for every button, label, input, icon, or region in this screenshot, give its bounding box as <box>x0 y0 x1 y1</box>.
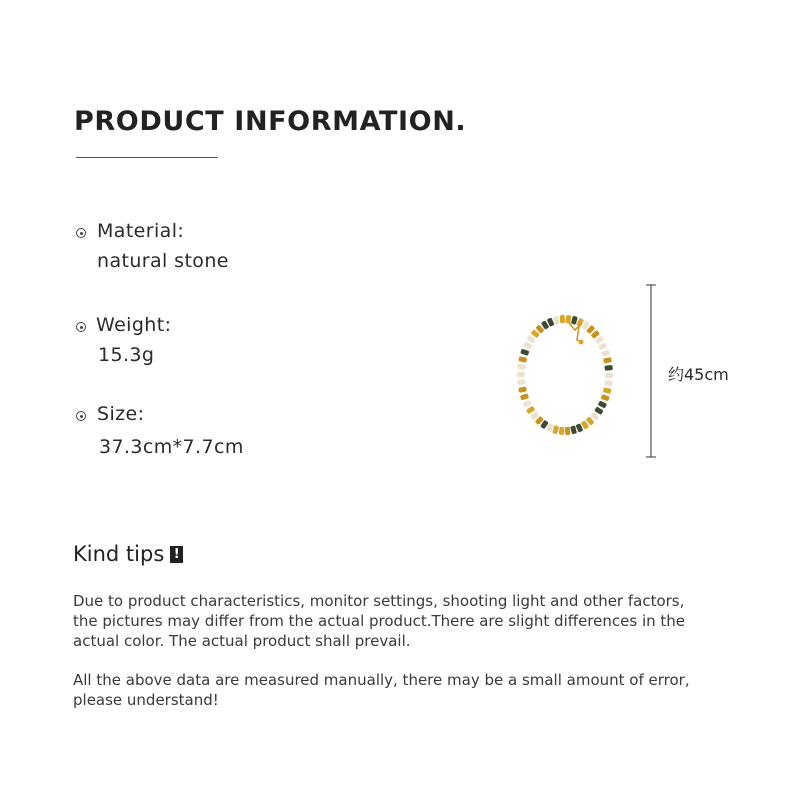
necklace-beads <box>517 315 613 435</box>
bead <box>604 365 612 371</box>
bead <box>604 380 613 386</box>
bead <box>520 349 529 356</box>
bullet-icon <box>76 322 86 332</box>
tips-heading-text: Kind tips <box>73 542 165 566</box>
spec-value-weight: 15.3g <box>98 344 155 366</box>
bead <box>603 357 612 364</box>
bead <box>603 387 612 394</box>
bead <box>560 315 566 323</box>
spec-label-weight: Weight: <box>96 314 172 336</box>
bead <box>520 393 529 400</box>
bead <box>565 427 571 435</box>
tip-paragraph-2: All the above data are measured manually, there may be a small amount of error, please understand! <box>73 671 690 709</box>
bead <box>598 401 607 409</box>
bead <box>570 425 577 434</box>
bead <box>598 342 607 350</box>
bead <box>517 379 525 385</box>
bead <box>518 386 527 393</box>
bead <box>518 356 527 363</box>
bead <box>517 372 525 377</box>
tip-paragraph-1: Due to product characteristics, monitor settings, shooting light and other factors, the pictures may differ from the actual product.There are slight differences in the actual color. The actual product shall prevail. <box>73 592 685 650</box>
bullet-icon <box>76 228 86 238</box>
bead <box>559 427 565 435</box>
spec-value-size: 37.3cm*7.7cm <box>99 436 244 458</box>
bullet-icon <box>76 411 86 421</box>
bead <box>553 316 560 325</box>
spec-value-material: natural stone <box>97 250 229 272</box>
tips-heading <box>73 542 183 566</box>
bead <box>523 341 532 349</box>
bead <box>523 400 532 408</box>
bead <box>571 316 578 325</box>
spec-label-size: Size: <box>97 403 145 425</box>
bead <box>565 315 571 323</box>
dimension-label: 约45cm <box>668 365 729 384</box>
bead <box>595 336 604 344</box>
spec-label-material: Material: <box>97 220 185 242</box>
bead <box>517 364 526 370</box>
clasp-chain <box>569 323 581 342</box>
bead <box>526 406 535 414</box>
bead <box>601 349 610 356</box>
clasp-charm <box>579 340 584 345</box>
bead <box>605 373 613 378</box>
bead <box>552 425 559 434</box>
exclamation-icon: ! <box>170 546 183 563</box>
page-title: PRODUCT INFORMATION. <box>74 106 467 137</box>
title-divider <box>76 157 218 158</box>
bead <box>601 394 610 401</box>
